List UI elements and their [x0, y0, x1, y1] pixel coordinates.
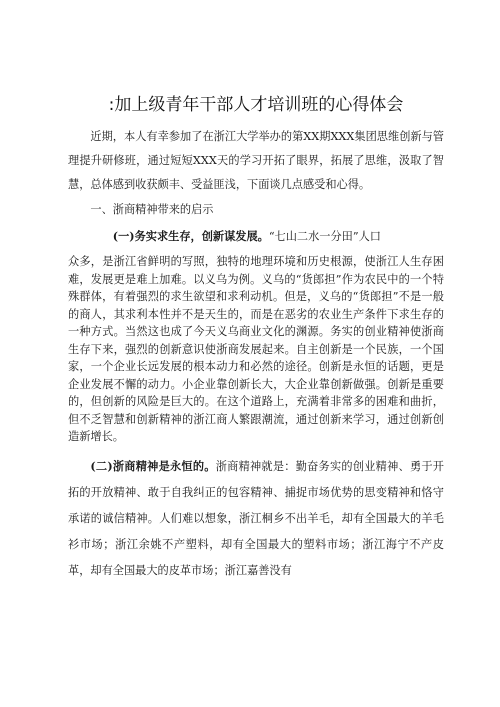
subsection-1-label: (一)务实求生存，创新谋发展。 [112, 229, 269, 243]
document-title: :加上级青年干部人才培训班的心得体会 [108, 95, 404, 115]
subsection-2-paragraph [68, 453, 444, 584]
subsection-2-label: (二)浙商精神是永恒的。 [90, 458, 216, 473]
subsection-1-body: 众多，是浙江省鲜明的写照，独特的地理环境和历史根源，使浙江人生存困难，发展更是难上加难。以义乌为例。义乌的“货郎担”作为农民中的一个特殊群体，有着强烈的求生欲望和求利动机。但是，义乌的“货郎担”不是一般的商人，其求利本性并不是天生的，而是在恶劣的农业生产条件下求生存的一种方式。当然这也成了今天义乌商业文化的渊源。务实的创业精神使浙商生存下来，强烈的创新意识使浙商发展起来。自主创新是一个民族，一个国家，一个企业长远发展的根本动力和必然的途径。创新是永恒的话题，更是企业发展不懈的动力。小企业靠创新长大，大企业靠创新做强。创新是重要的，但创新的风险是巨大的。在这个道路上，充满着非常多的困难和曲折，但不乏智慧和创新精神的浙江商人繁跟潮流，通过创新来学习，通过创新创造新增长。 [68, 255, 444, 443]
section-heading: 一、浙商精神带来的启示 [90, 203, 214, 216]
subsection-1-heading [68, 224, 444, 249]
subsection-1-lead: “七山二水一分田”人口 [268, 230, 381, 243]
intro-paragraph: 近期，本人有幸参加了在浙江大学举办的第XX期XXX集团思维创新与管理提升研修班，通过短短XXX天的学习开拓了眼界，拓展了思维，汲取了智慧，总体感到收获颇丰、受益匪浅，下面谈几点感受和心得。 [68, 130, 444, 191]
subsection-2-body: 浙商精神就是：勤奋务实的创业精神、勇于开拓的开放精神、敢于自我纠正的包容精神、捕捉市场优势的思变精神和恪守承诺的诚信精神。人们难以想象，浙江桐乡不出羊毛，却有全国最大的羊毛衫市场；浙江余姚不产塑料，却有全国最大的塑料市场；浙江海宁不产皮革，却有全国最大的皮革市场；浙江嘉善没有 [68, 459, 444, 577]
